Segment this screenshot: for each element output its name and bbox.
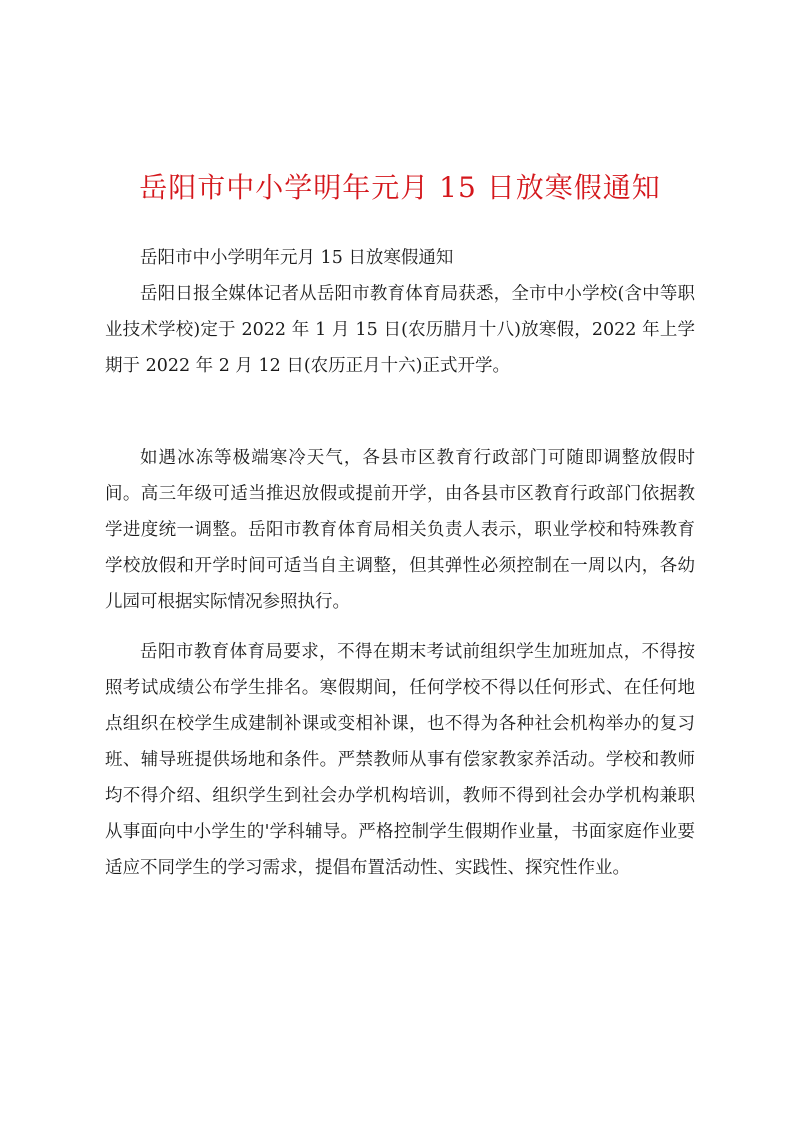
paragraph-requirements: 岳阳市教育体育局要求，不得在期末考试前组织学生加班加点，不得按照考试成绩公布学生排名。寒假期间，任何学校不得以任何形式、在任何地点组织在校学生成建制补课或变相补课，也不得为各种社会机构举办的复习班、辅导班提供场地和条件。严禁教师从事有偿家教家养活动。学校和教师均不得介绍、组织学生到社会办学机构培训，教师不得到社会办学机构兼职从事面向中小学生的'学科辅导。严格控制学生假期作业量，书面家庭作业要适应不同学生的学习需求，提倡布置活动性、实践性、探究性作业。: [105, 642, 695, 878]
paragraph-weather-adjustment: 如遇冰冻等极端寒冷天气，各县市区教育行政部门可随即调整放假时间。高三年级可适当推迟放假或提前开学，由各县市区教育行政部门依据教学进度统一调整。岳阳市教育体育局相关负责人表示，职业学校和特殊教育学校放假和开学时间可适当自主调整，但其弹性必须控制在一周以内，各幼儿园可根据实际情况参照执行。: [105, 448, 695, 612]
paragraph-subtitle: 岳阳市中小学明年元月 15 日放寒假通知: [140, 248, 454, 268]
document-title: 岳阳市中小学明年元月 15 日放寒假通知: [139, 171, 661, 204]
paragraph-announcement: 岳阳日报全媒体记者从岳阳市教育体育局获悉，全市中小学校(含中等职业技术学校)定于 2022 年 1 月 15 日(农历腊月十八)放寒假，2022 年上学期于 2022 年 2 月 12 日(农历正月十六)正式开学。: [105, 284, 695, 376]
document-body: [105, 240, 695, 886]
